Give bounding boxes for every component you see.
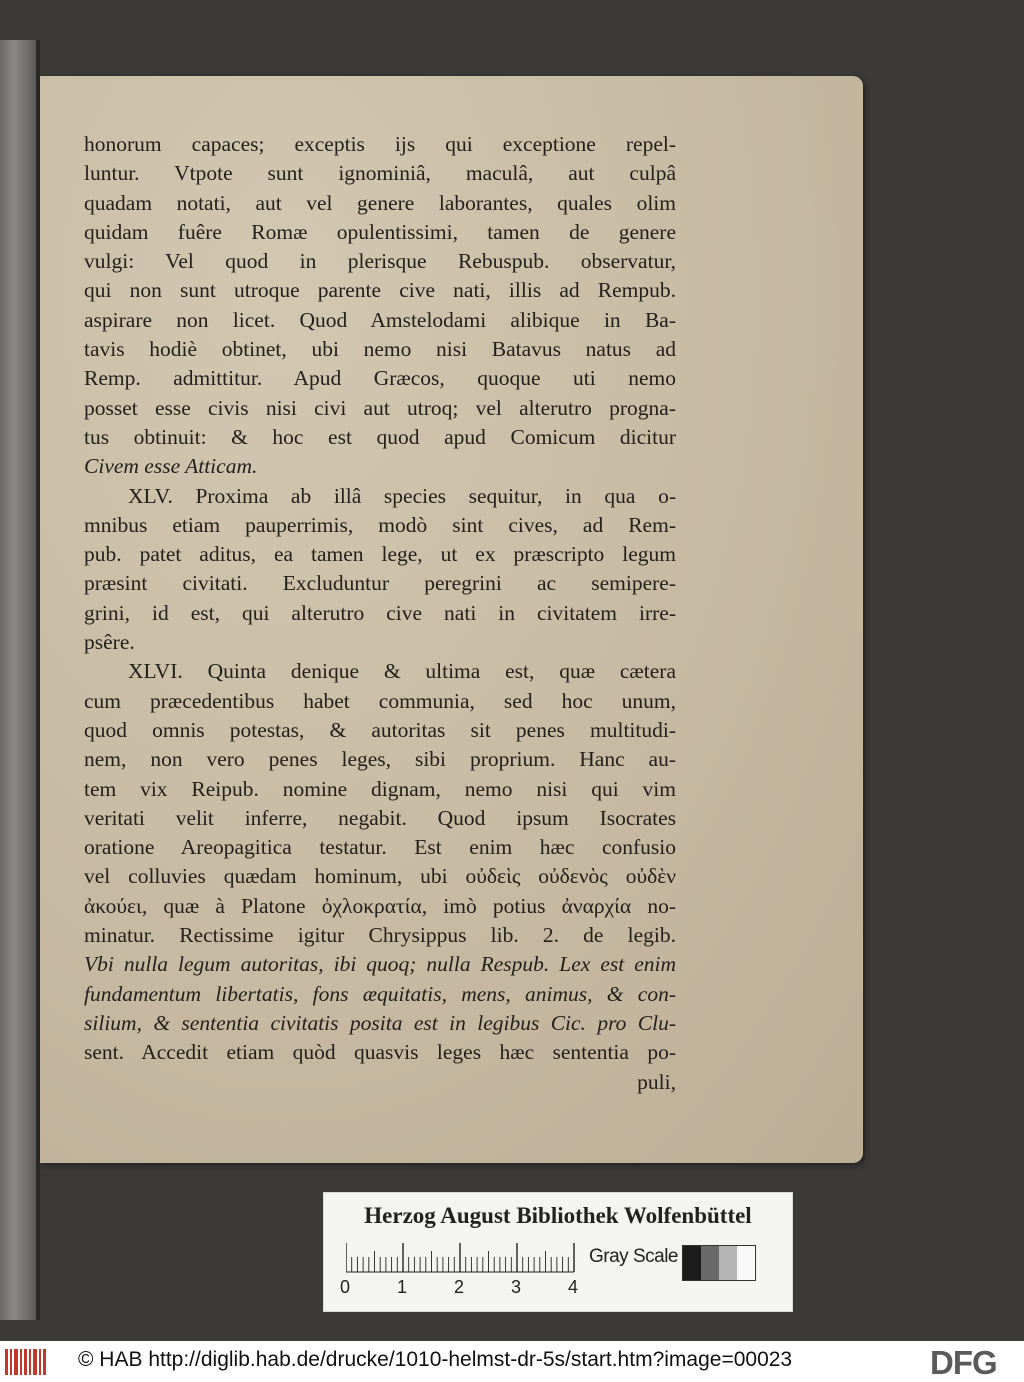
text-line: veritati velit inferre, negabit. Quod ipsum Isocrates (84, 805, 676, 830)
text-line: ἀκούει, quæ à Platone ὀχλοκρατία, imò potius ἀναρχία no- (84, 893, 676, 918)
footer-bar (0, 1341, 1024, 1382)
text-line: Vbi nulla legum autoritas, ibi quoq; nulla Respub. Lex est enim (84, 952, 676, 977)
scale-number: 4 (568, 1277, 579, 1297)
book-spine (0, 40, 36, 1320)
scale-number: 2 (454, 1277, 465, 1297)
copyright-url: © HAB http://diglib.hab.de/drucke/1010-helmst-dr-5s/start.htm?image=00023 (78, 1348, 793, 1371)
text-line: vel colluvies quædam hominum, ubi οὐδεὶς οὐδενὸς οὐδὲν (84, 864, 676, 889)
section-heading-xlvi: XLVI. Quinta denique & ultima est, quæ cætera (128, 659, 676, 684)
text-line: quidam fuêre Romæ opulentissimi, tamen de genere (84, 219, 676, 244)
color-calibration-bar (323, 1192, 793, 1312)
text-line: vulgi: Vel quod in plerisque Rebuspub. observatur, (84, 249, 676, 274)
section-heading-xlv: XLV. Proxima ab illâ species sequitur, in qua o- (128, 483, 676, 508)
text-line: tem vix Reipub. nomine dignam, nemo nisi qui vim (84, 776, 676, 801)
text-line: fundamentum libertatis, fons æquitatis, mens, animus, & con- (84, 981, 676, 1006)
text-line: quadam notati, aut vel genere laborantes, quales olim (84, 190, 676, 215)
text-line: cum præcedentibus habet communia, sed hoc unum, (84, 688, 676, 713)
text-line: silium, & sententia civitatis posita est in legibus Cic. pro Clu- (84, 1010, 676, 1035)
dfg-logo: DFG (930, 1344, 997, 1381)
text-line: mnibus etiam pauperrimis, modò sint cives, ad Rem- (84, 512, 676, 537)
text-line: posset esse civis nisi civi aut utroq; vel alterutro progna- (84, 395, 676, 420)
gray-swatch (701, 1246, 719, 1280)
text-line: aspirare non licet. Quod Amstelodami alibique in Ba- (84, 307, 676, 332)
gray-scale-label: Gray Scale (589, 1246, 678, 1267)
text-line: honorum capaces; exceptis ijs qui exceptione repel- (84, 132, 676, 156)
catchword: puli, (637, 1069, 676, 1094)
text-line: qui non sunt utroque parente cive nati, illis ad Rempub. (84, 278, 676, 303)
text-line: pub. patet aditus, ea tamen lege, ut ex præscripto legum (84, 542, 676, 567)
text-line: nem, non vero penes leges, sibi proprium. Hanc au- (84, 747, 676, 772)
library-name: Herzog August Bibliothek Wolfenbüttel (364, 1203, 752, 1228)
text-line: tavis hodiè obtinet, ubi nemo nisi Batavus natus ad (84, 337, 676, 362)
text-line: præsint civitati. Excluduntur peregrini ac semipere- (84, 571, 676, 596)
text-line: minatur. Rectissime igitur Chrysippus lib. 2. de legib. (84, 923, 676, 948)
scale-number: 0 (340, 1277, 351, 1297)
gray-swatch (737, 1246, 755, 1280)
barcode-icon (4, 1347, 48, 1377)
scale-numbers (340, 1277, 600, 1301)
text-line: quod omnis potestas, & autoritas sit penes multitudi- (84, 717, 676, 742)
scale-number: 1 (397, 1277, 408, 1297)
document-text (84, 130, 676, 1097)
text-line: tus obtinuit: & hoc est quod apud Comicum dicitur (84, 424, 676, 449)
text-line: Remp. admittitur. Apud Græcos, quoque uti nemo (84, 366, 676, 391)
gray-swatch (683, 1246, 701, 1280)
text-line: grini, id est, qui alterutro cive nati in civitatem irre- (84, 600, 676, 625)
text-line: Civem esse Atticam. (84, 454, 258, 479)
text-line: sent. Accedit etiam quòd quasvis leges hæc sententia po- (84, 1040, 676, 1065)
text-line: luntur. Vtpote sunt ignominiâ, maculâ, aut culpâ (84, 161, 676, 186)
text-line: psêre. (84, 630, 135, 655)
scale-number: 3 (511, 1277, 522, 1297)
scale-ruler (346, 1243, 584, 1273)
gray-swatch (719, 1246, 737, 1280)
text-line: oratione Areopagitica testatur. Est enim hæc confusio (84, 835, 676, 860)
gray-scale-swatches (682, 1245, 756, 1281)
